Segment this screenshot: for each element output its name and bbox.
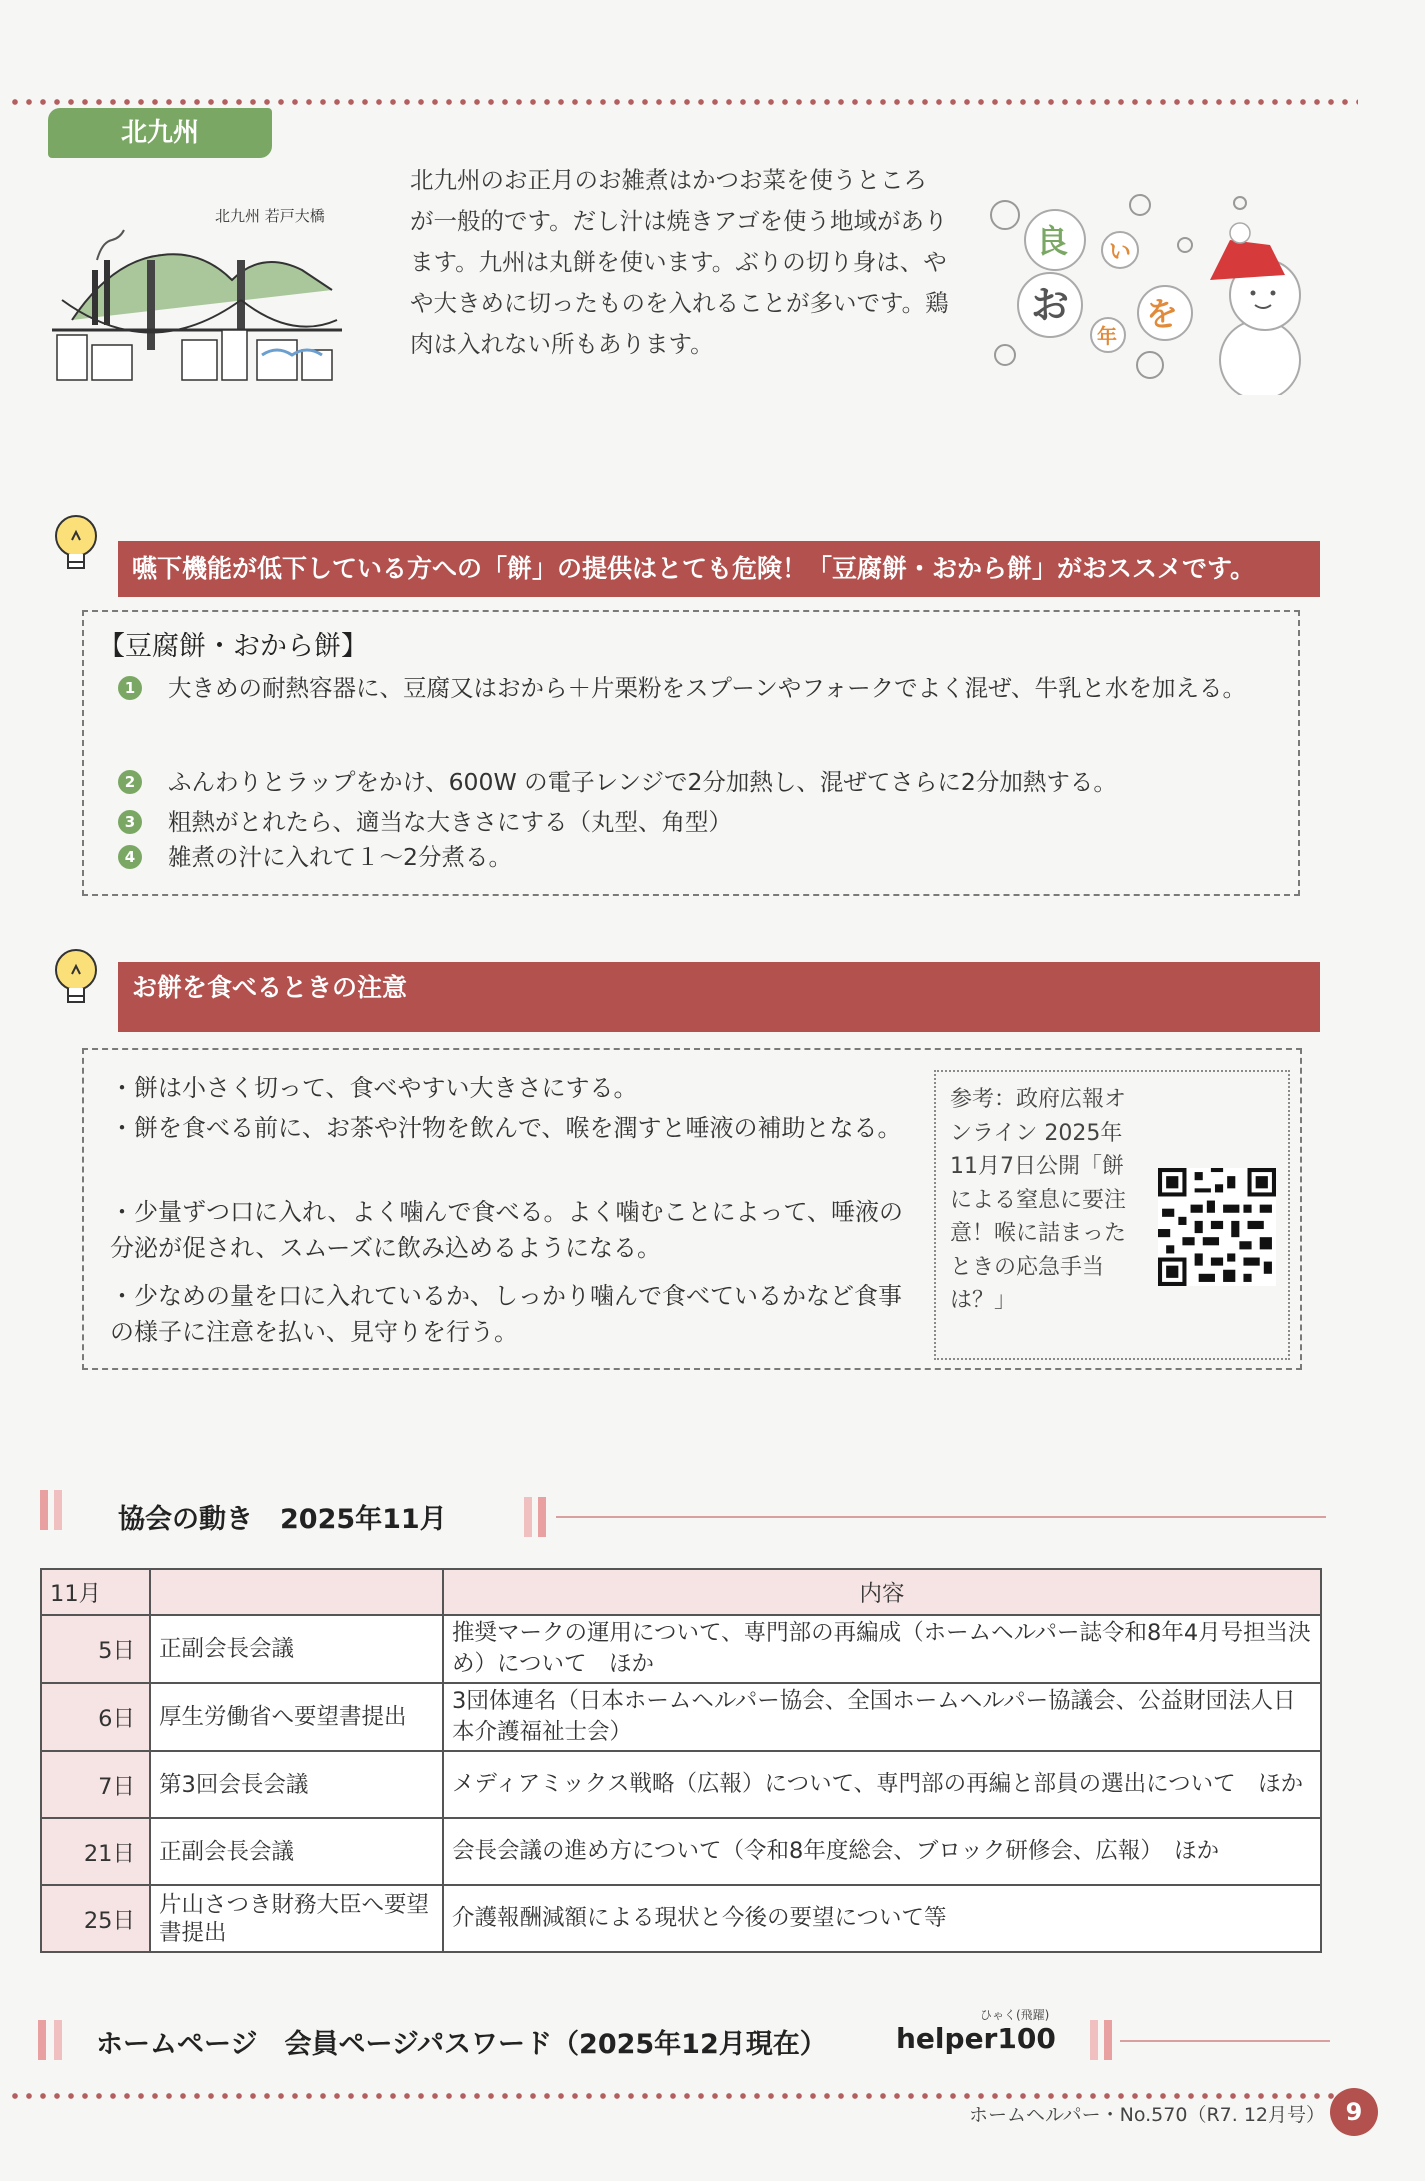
table-row <box>41 1751 1321 1818</box>
event-cell: 正副会長会議 <box>150 1615 443 1683</box>
greeting-char-1: 良 <box>1036 222 1069 260</box>
day-cell: 6日 <box>41 1683 150 1751</box>
password-ruby: ひゃく(飛躍) <box>980 2008 1050 2022</box>
lightbulb-icon <box>48 944 104 1016</box>
greeting-char-4: 年 <box>1097 324 1117 348</box>
kitakyushu-bridge-illustration <box>52 200 342 390</box>
publication-info: ホームヘルパー・No.570（R7. 12月号） <box>968 2104 1325 2126</box>
password-value: helper100 <box>896 2022 1056 2055</box>
top-dotted-divider <box>8 98 1358 106</box>
greeting-char-3: お <box>1031 283 1070 327</box>
event-cell: 正副会長会議 <box>150 1818 443 1885</box>
heading-accent-bar <box>1104 2020 1112 2060</box>
recipe-step <box>118 671 1288 743</box>
caution-item: ・餅は小さく切って、食べやすい大きさにする。 <box>110 1074 638 1102</box>
heading-accent-bar <box>538 1497 546 1537</box>
swallowing-warning-banner: 嚥下機能が低下している方への「餅」の提供はとても危険！「豆腐餅・おから餅」がおススメです。 <box>118 541 1320 597</box>
recipe-step <box>118 805 1288 841</box>
step-number: 3 <box>118 810 142 834</box>
caution-item: ・少量ずつ口に入れ、よく噛んで食べる。よく噛むことによって、唾液の分泌が促され、スムーズに飲み込めるようになる。 <box>110 1198 903 1262</box>
heading-accent-bar <box>38 2020 46 2060</box>
region-tag: 北九州 <box>48 108 272 158</box>
content-cell: 3団体連名（日本ホームヘルパー協会、全国ホームヘルパー協議会、公益財団法人日本介護福祉士会） <box>443 1683 1321 1751</box>
reference-text: 参考：政府広報オンライン 2025年11月7日公開「餅による窒息に要注意！喉に詰まったときの応急手当は？」 <box>950 1087 1127 1313</box>
event-cell: 厚生労働省へ要望書提出 <box>150 1683 443 1751</box>
column-header-month: 11月 <box>41 1569 150 1615</box>
column-header-event <box>150 1569 443 1615</box>
day-cell: 7日 <box>41 1751 150 1818</box>
new-year-greeting-illustration <box>985 185 1315 395</box>
content-cell: 推奨マークの運用について、専門部の再編成（ホームヘルパー誌令和8年4月号担当決め）について ほか <box>443 1615 1321 1683</box>
day-cell: 21日 <box>41 1818 150 1885</box>
page-number: 9 <box>1330 2088 1378 2136</box>
table-row <box>41 1615 1321 1683</box>
content-cell: 会長会議の進め方について（令和8年度総会、ブロック研修会、広報） ほか <box>443 1818 1321 1885</box>
step-number: 4 <box>118 845 142 869</box>
recipe-title: 【豆腐餅・おから餅】 <box>98 631 368 662</box>
table-row <box>41 1885 1321 1952</box>
table-row <box>41 1683 1321 1751</box>
step-text: ふんわりとラップをかけ、600W の電子レンジで2分加熱し、混ぜてさらに2分加熱する。 <box>168 768 1117 796</box>
column-header-content: 内容 <box>443 1569 1321 1615</box>
step-number: 1 <box>118 676 142 700</box>
lightbulb-icon <box>48 510 104 582</box>
event-cell: 片山さつき財務大臣へ要望書提出 <box>150 1885 443 1952</box>
step-text: 雑煮の汁に入れて１～2分煮る。 <box>168 843 512 871</box>
step-text: 大きめの耐熱容器に、豆腐又はおから＋片栗粉をスプーンやフォークでよく混ぜ、牛乳と水を加える。 <box>168 674 1246 702</box>
recipe-step <box>118 840 1288 876</box>
mochi-caution-banner: お餅を食べるときの注意 <box>118 962 1320 1032</box>
password-label: ホームページ 会員ページパスワード（2025年12月現在） <box>96 2029 827 2060</box>
caution-item: ・少なめの量を口に入れているか、しっかり噛んで食べているかなど食事の様子に注意を払い、見守りを行う。 <box>110 1282 902 1346</box>
step-number: 2 <box>118 770 142 794</box>
activities-table <box>40 1568 1322 1953</box>
activities-heading: 協会の動き 2025年11月 <box>118 1504 447 1535</box>
step-text: 粗熱がとれたら、適当な大きさにする（丸型、角型） <box>168 808 732 836</box>
day-cell: 5日 <box>41 1615 150 1683</box>
heading-accent-bar <box>40 1490 48 1530</box>
content-cell: メディアミックス戦略（広報）について、専門部の再編と部員の選出について ほか <box>443 1751 1321 1818</box>
illustration-label: 北九州 若戸大橋 <box>215 207 325 225</box>
heading-rule <box>556 1516 1326 1518</box>
caution-item: ・餅を食べる前に、お茶や汁物を飲んで、喉を潤すと唾液の補助となる。 <box>110 1114 902 1142</box>
greeting-char-5: を <box>1146 295 1179 333</box>
day-cell: 25日 <box>41 1885 150 1952</box>
kyushu-paragraph: 北九州のお正月のお雑煮はかつお菜を使うところが一般的です。だし汁は焼きアゴを使う地域があります。九州は丸餅を使います。ぶりの切り身は、やや大きめに切ったものを入れることが多いです。鶏肉は入れない所もあります。 <box>410 166 949 358</box>
heading-accent-bar <box>54 1490 62 1530</box>
heading-rule <box>1120 2040 1330 2042</box>
content-cell: 介護報酬減額による現状と今後の要望について等 <box>443 1885 1321 1952</box>
heading-accent-bar <box>54 2020 62 2060</box>
bottom-dotted-divider <box>8 2092 1338 2100</box>
heading-accent-bar <box>1090 2020 1098 2060</box>
heading-accent-bar <box>524 1497 532 1537</box>
greeting-char-2: い <box>1109 240 1132 265</box>
event-cell: 第3回会長会議 <box>150 1751 443 1818</box>
recipe-step <box>118 765 1288 801</box>
table-row <box>41 1818 1321 1885</box>
qr-code[interactable] <box>1158 1168 1276 1286</box>
